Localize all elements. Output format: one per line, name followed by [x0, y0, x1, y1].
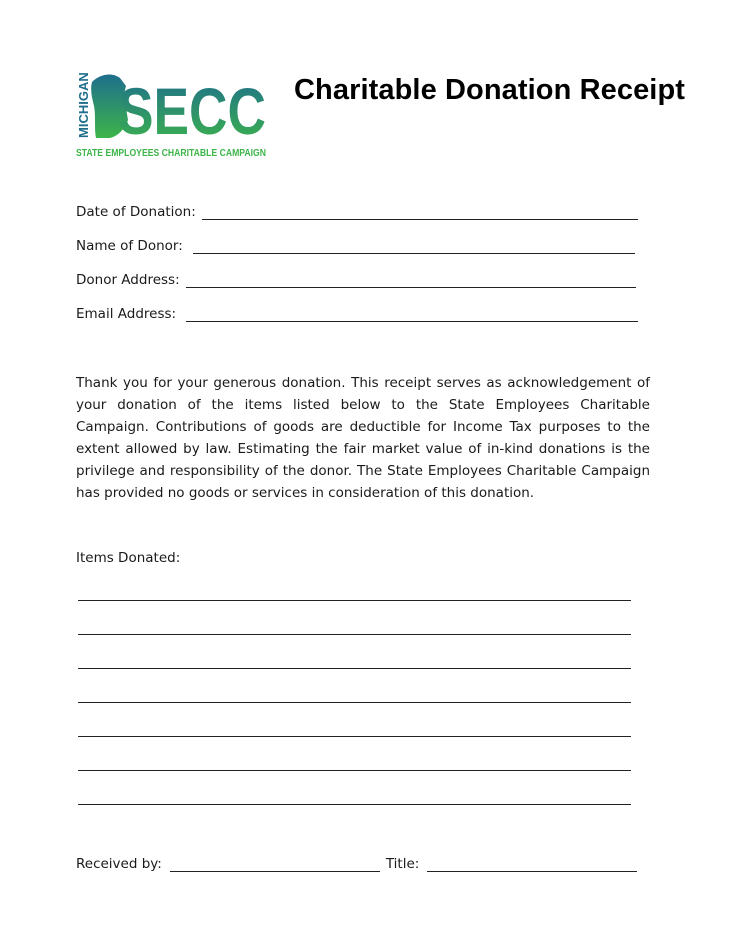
- received-by-input-line[interactable]: [170, 857, 380, 872]
- address-field: [76, 272, 636, 288]
- logo-acronym: SECC: [118, 74, 266, 148]
- name-field: [76, 238, 635, 254]
- title-label: Title:: [385, 856, 420, 872]
- date-input-line[interactable]: [202, 205, 638, 220]
- item-line[interactable]: [78, 804, 631, 805]
- name-input-line[interactable]: [193, 239, 635, 254]
- email-label: Email Address:: [76, 306, 177, 322]
- item-line[interactable]: [78, 702, 631, 703]
- item-line[interactable]: [78, 770, 631, 771]
- email-input-line[interactable]: [186, 307, 638, 322]
- title-input-line[interactable]: [427, 857, 637, 872]
- address-input-line[interactable]: [186, 273, 636, 288]
- address-label: Donor Address:: [76, 272, 180, 288]
- items-donated-label: Items Donated:: [76, 550, 181, 566]
- acknowledgement-paragraph: Thank you for your generous donation. This receipt serves as acknowledgement of your donation of the items listed below to the State Employees Charitable Campaign. Contributions of goods are deductible for Income Tax purposes to the extent allowed by law. Estimating the fair market value of in-kind donations is the privilege and responsibility of the donor. The State Employees Charitable Campaign has provided no goods or services in consideration of this donation.: [76, 375, 650, 501]
- received-by-label: Received by:: [76, 856, 162, 872]
- item-line[interactable]: [78, 668, 631, 669]
- item-line[interactable]: [78, 634, 631, 635]
- page-title: Charitable Donation Receipt: [294, 74, 686, 106]
- name-label: Name of Donor:: [76, 238, 183, 254]
- email-field: [76, 306, 638, 322]
- item-line[interactable]: [78, 600, 631, 601]
- date-field: [76, 204, 638, 220]
- secc-logo: [74, 64, 268, 160]
- logo-tagline: STATE EMPLOYEES CHARITABLE CAMPAIGN: [76, 147, 266, 159]
- date-label: Date of Donation:: [76, 204, 196, 220]
- signature-row: [76, 856, 637, 872]
- item-line[interactable]: [78, 736, 631, 737]
- logo-state-text: MICHIGAN: [76, 72, 91, 138]
